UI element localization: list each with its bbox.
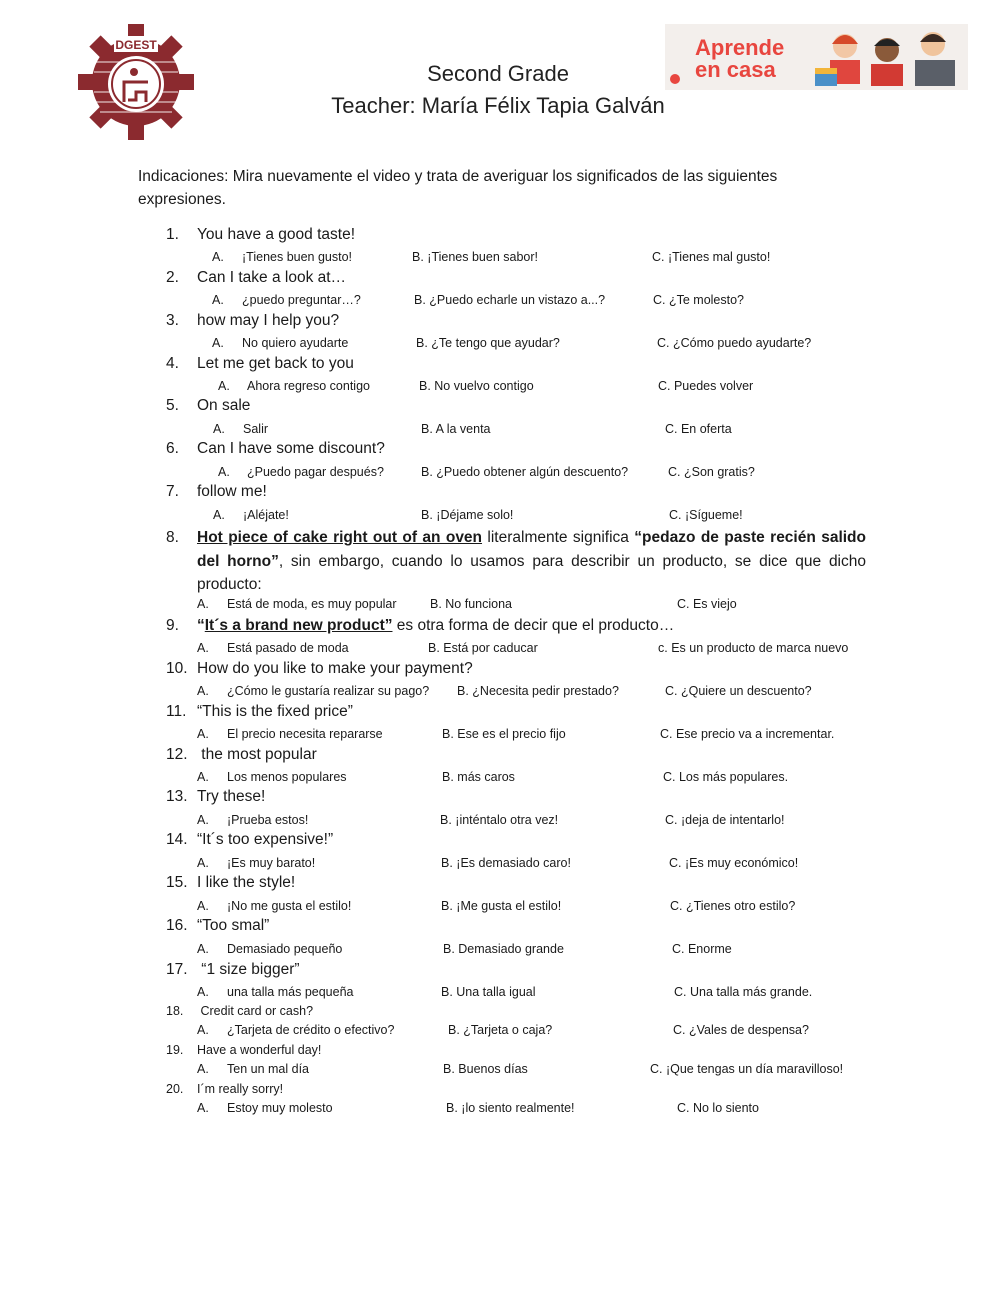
question-number: 11. bbox=[166, 703, 187, 720]
option-a: ¿Tarjeta de crédito o efectivo? bbox=[227, 1023, 395, 1037]
option-a: Demasiado pequeño bbox=[227, 942, 343, 956]
option-a-label: A. bbox=[197, 684, 209, 698]
option-c: C. Ese precio va a incrementar. bbox=[660, 727, 835, 741]
option-b: B. ¿Te tengo que ayudar? bbox=[416, 336, 560, 350]
option-a-label: A. bbox=[197, 597, 209, 611]
question-10 bbox=[166, 660, 473, 678]
question-number: 14. bbox=[166, 831, 188, 848]
question-text-bold: “pedazo de paste recién salido del horno” bbox=[197, 529, 866, 570]
question-number: 17. bbox=[166, 961, 188, 978]
option-a-label: A. bbox=[197, 813, 209, 827]
option-b: B. ¿Puedo obtener algún descuento? bbox=[421, 465, 629, 479]
option-a: Los menos populares bbox=[227, 770, 347, 784]
option-b: B. ¡Es demasiado caro! bbox=[441, 856, 571, 870]
question-text-end: , sin embargo, cuando lo usamos para describir un producto, se dice que dicho producto: bbox=[197, 552, 866, 593]
question-text: I like the style! bbox=[197, 874, 296, 891]
teacher-name: Teacher: María Félix Tapia Galván bbox=[331, 93, 665, 118]
question-16 bbox=[166, 917, 269, 935]
option-a-label: A. bbox=[197, 856, 209, 870]
question-number: 1. bbox=[166, 226, 179, 243]
question-number: 9. bbox=[166, 617, 179, 634]
question-number: 20. bbox=[166, 1082, 184, 1096]
question-3 bbox=[166, 312, 339, 330]
question-5 bbox=[166, 397, 250, 415]
option-a: No quiero ayudarte bbox=[242, 336, 349, 350]
option-a-label: A. bbox=[213, 508, 225, 522]
option-c: C. ¿Quiere un descuento? bbox=[665, 684, 812, 698]
option-c: C. ¡Tienes mal gusto! bbox=[652, 250, 771, 264]
question-number: 19. bbox=[166, 1043, 184, 1057]
option-a-label: A. bbox=[197, 727, 209, 741]
question-text: You have a good taste! bbox=[197, 226, 356, 243]
option-a: Está de moda, es muy popular bbox=[227, 597, 397, 611]
option-a: Ten un mal día bbox=[227, 1062, 309, 1076]
question-text: Can I have some discount? bbox=[197, 440, 385, 457]
question-20 bbox=[166, 1082, 283, 1096]
option-b: B. No funciona bbox=[430, 597, 512, 611]
question-text: “It´s too expensive!” bbox=[197, 831, 334, 848]
option-a-label: A. bbox=[212, 250, 224, 264]
question-text: Have a wonderful day! bbox=[197, 1043, 322, 1057]
question-number: 13. bbox=[166, 788, 188, 805]
question-number: 18. bbox=[166, 1004, 184, 1018]
option-c: C. ¿Son gratis? bbox=[668, 465, 755, 479]
option-a: ¿Puedo pagar después? bbox=[247, 465, 384, 479]
svg-text:Aprende: Aprende bbox=[695, 35, 785, 60]
question-number: 10. bbox=[166, 660, 188, 677]
question-text-underlined: It´s a brand new product” bbox=[204, 617, 393, 634]
option-a-label: A. bbox=[218, 465, 230, 479]
question-13 bbox=[166, 788, 265, 806]
question-17 bbox=[166, 961, 300, 979]
option-c: C. No lo siento bbox=[677, 1101, 759, 1115]
option-a: ¿puedo preguntar…? bbox=[242, 293, 361, 307]
question-number: 15. bbox=[166, 874, 188, 891]
option-c: C. Los más populares. bbox=[663, 770, 789, 784]
option-c: C. En oferta bbox=[665, 422, 732, 436]
option-a: ¡Es muy barato! bbox=[227, 856, 316, 870]
option-b: B. más caros bbox=[442, 770, 515, 784]
option-b: B. ¿Puedo echarle un vistazo a...? bbox=[414, 293, 606, 307]
question-text: “Too smal” bbox=[197, 917, 270, 934]
option-b: B. ¿Tarjeta o caja? bbox=[448, 1023, 553, 1037]
option-b: B. ¡inténtalo otra vez! bbox=[440, 813, 559, 827]
question-text: On sale bbox=[197, 397, 251, 414]
question-number: 7. bbox=[166, 483, 179, 500]
option-a-label: A. bbox=[197, 942, 209, 956]
option-a-label: A. bbox=[213, 422, 225, 436]
question-text bbox=[197, 526, 866, 597]
option-c: C. ¿Vales de despensa? bbox=[673, 1023, 809, 1037]
question-number: 12. bbox=[166, 746, 188, 763]
option-b: B. ¡Me gusta el estilo! bbox=[441, 899, 562, 913]
svg-text:en casa: en casa bbox=[695, 57, 776, 82]
option-a-label: A. bbox=[212, 293, 224, 307]
option-a: Salir bbox=[243, 422, 269, 436]
option-a: ¡Aléjate! bbox=[243, 508, 289, 522]
option-c: C. Enorme bbox=[672, 942, 732, 956]
question-text-mid: literalmente significa bbox=[482, 529, 635, 546]
option-c: C. Puedes volver bbox=[658, 379, 754, 393]
question-14 bbox=[166, 831, 333, 849]
question-7 bbox=[166, 483, 267, 501]
option-a: ¡No me gusta el estilo! bbox=[227, 899, 352, 913]
question-19 bbox=[166, 1043, 321, 1057]
question-text: how may I help you? bbox=[197, 312, 340, 329]
option-a-label: A. bbox=[197, 899, 209, 913]
question-text: How do you like to make your payment? bbox=[197, 660, 473, 677]
option-a: Ahora regreso contigo bbox=[247, 379, 370, 393]
question-text-end: es otra forma de decir que el producto… bbox=[392, 617, 675, 634]
option-c: C. ¡Que tengas un día maravilloso! bbox=[650, 1062, 844, 1076]
option-a-label: A. bbox=[197, 770, 209, 784]
question-8 bbox=[166, 526, 866, 597]
question-text: Can I take a look at… bbox=[197, 269, 347, 286]
option-a: una talla más pequeña bbox=[227, 985, 354, 999]
question-text: “This is the fixed price” bbox=[197, 703, 353, 720]
page-title: Second Grade bbox=[427, 61, 569, 86]
option-a: ¡Tienes buen gusto! bbox=[242, 250, 353, 264]
option-a: El precio necesita repararse bbox=[227, 727, 383, 741]
question-2 bbox=[166, 269, 346, 287]
question-12 bbox=[166, 746, 317, 764]
option-a: Está pasado de moda bbox=[227, 641, 349, 655]
option-a-label: A. bbox=[197, 641, 209, 655]
question-text-underlined: Hot piece of cake right out of an oven bbox=[197, 529, 483, 546]
svg-text:DGEST: DGEST bbox=[115, 38, 157, 52]
option-c: c. Es un producto de marca nuevo bbox=[658, 641, 849, 655]
question-number: 4. bbox=[166, 355, 179, 372]
option-b: B. A la venta bbox=[421, 422, 491, 436]
question-6 bbox=[166, 440, 385, 458]
option-b: B. Una talla igual bbox=[441, 985, 536, 999]
option-c: C. ¿Te molesto? bbox=[653, 293, 745, 307]
question-text: the most popular bbox=[197, 746, 317, 763]
option-a: Estoy muy molesto bbox=[227, 1101, 333, 1115]
question-11 bbox=[166, 703, 353, 721]
option-a: ¿Cómo le gustaría realizar su pago? bbox=[227, 684, 430, 698]
option-c: C. ¡Sígueme! bbox=[669, 508, 743, 522]
question-text: “1 size bigger” bbox=[197, 961, 300, 978]
option-a-label: A. bbox=[218, 379, 230, 393]
option-a-label: A. bbox=[212, 336, 224, 350]
option-b: B. ¡lo siento realmente! bbox=[446, 1101, 575, 1115]
option-b: B. Demasiado grande bbox=[443, 942, 564, 956]
option-a-label: A. bbox=[197, 1062, 209, 1076]
option-b: B. ¡Déjame solo! bbox=[421, 508, 514, 522]
question-text: I´m really sorry! bbox=[197, 1082, 284, 1096]
question-1 bbox=[166, 226, 355, 244]
question-text: Credit card or cash? bbox=[197, 1004, 314, 1018]
option-a-label: A. bbox=[197, 1101, 209, 1115]
question-number: 8. bbox=[166, 529, 179, 546]
option-b: B. Está por caducar bbox=[428, 641, 538, 655]
option-c: C. Una talla más grande. bbox=[674, 985, 813, 999]
question-text: Let me get back to you bbox=[197, 355, 354, 372]
question-number: 5. bbox=[166, 397, 179, 414]
option-c: C. ¿Tienes otro estilo? bbox=[670, 899, 796, 913]
option-b: B. ¿Necesita pedir prestado? bbox=[457, 684, 619, 698]
option-b: B. Buenos días bbox=[443, 1062, 528, 1076]
option-a-label: A. bbox=[197, 985, 209, 999]
option-a-label: A. bbox=[197, 1023, 209, 1037]
question-text: follow me! bbox=[197, 483, 267, 500]
option-c: C. ¿Cómo puedo ayudarte? bbox=[657, 336, 812, 350]
question-text: Try these! bbox=[197, 788, 266, 805]
question-number: 16. bbox=[166, 917, 188, 934]
question-18 bbox=[166, 1004, 313, 1018]
question-9 bbox=[166, 617, 674, 635]
question-15 bbox=[166, 874, 295, 892]
option-c: C. ¡Es muy económico! bbox=[669, 856, 799, 870]
option-a: ¡Prueba estos! bbox=[227, 813, 309, 827]
option-c: C. ¡deja de intentarlo! bbox=[665, 813, 785, 827]
question-number: 3. bbox=[166, 312, 179, 329]
question-4 bbox=[166, 355, 354, 373]
option-b: B. Ese es el precio fijo bbox=[442, 727, 566, 741]
option-b: B. ¡Tienes buen sabor! bbox=[412, 250, 538, 264]
question-number: 6. bbox=[166, 440, 179, 457]
question-open-quote: “ bbox=[197, 617, 205, 634]
option-b: B. No vuelvo contigo bbox=[419, 379, 534, 393]
question-number: 2. bbox=[166, 269, 179, 286]
instructions: Indicaciones: Mira nuevamente el video y trata de averiguar los significados de las siguientes expresiones. bbox=[138, 168, 778, 208]
option-c: C. Es viejo bbox=[677, 597, 737, 611]
